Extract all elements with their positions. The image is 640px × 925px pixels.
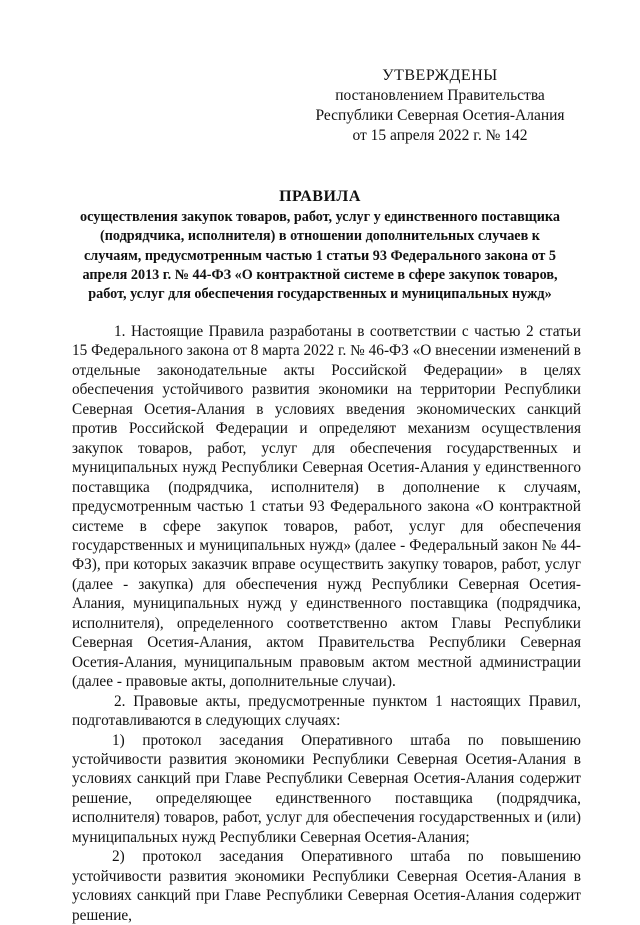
approval-line-3: от 15 апреля 2022 г. № 142 <box>352 127 528 144</box>
document-subtitle: осуществления закупок товаров, работ, услуг у единственного поставщика (подрядчика, исполнителя) в отношении дополнительных случаев к случаям, предусмотренным частью 1 статьи 93 Федерального закона от 5 апреля 2013 г. № 44-ФЗ «О контрактной системе в сфере закупок товаров, работ, услуг для обеспечения государственных и муниципальных нужд» <box>80 209 560 303</box>
document-title-block <box>70 186 570 304</box>
paragraph-2-item-1: 1) протокол заседания Оперативного штаба по повышению устойчивости развития экономики Республики Северная Осетия-Алания в условиях санкций при Главе Республики Северная Осетия-Алания содержит решение, определяющее единственного поставщика (подрядчика, исполнителя) товаров, работ, услуг для обеспечения государственных и (или) муниципальных нужд Республики Северная Осетия-Алания; <box>72 731 581 846</box>
paragraph-2-item-2: 2) протокол заседания Оперативного штаба по повышению устойчивости развития экономики Республики Северная Осетия-Алания в условиях санкций при Главе Республики Северная Осетия-Алания содержит решение, <box>72 848 581 924</box>
approval-line-2: Республики Северная Осетия-Алания <box>315 107 565 124</box>
approval-line-1: постановлением Правительства <box>335 87 545 104</box>
approval-heading: УТВЕРЖДЕНЫ <box>382 67 498 84</box>
document-title: ПРАВИЛА <box>279 188 361 205</box>
paragraph-2: 2. Правовые акты, предусмотренные пунктом 1 настоящих Правил, подготавливаются в следующих случаях: <box>72 692 581 730</box>
approval-stamp <box>300 66 580 146</box>
document-body <box>72 322 581 925</box>
paragraph-1: 1. Настоящие Правила разработаны в соответствии с частью 2 статьи 15 Федерального закона от 8 марта 2022 г. № 46-ФЗ «О внесении изменений в отдельные законодательные акты Российской Федерации» в целях обеспечения устойчивого развития экономики на территории Республики Северная Осетия-Алания в условиях введения экономических санкций против Российской Федерации и определяют механизм осуществления закупок товаров, работ, услуг для обеспечения государственных и муниципальных нужд Республики Северная Осетия-Алания у единственного поставщика (подрядчика, исполнителя) в дополнение к случаям, предусмотренным частью 1 статьи 93 Федерального закона «О контрактной системе в сфере закупок товаров, работ, услуг для обеспечения государственных и муниципальных нужд» (далее - Федеральный закон № 44-ФЗ), при которых заказчик вправе осуществить закупку товаров, работ, услуг (далее - закупка) для обеспечения нужд Республики Северная Осетия-Алания, муниципальных нужд у единственного поставщика (подрядчика, исполнителя), определенного соответственно актом Главы Республики Северная Осетия-Алания, актом Правительства Республики Северная Осетия-Алания, муниципальным правовым актом местной администрации (далее - правовые акты, дополнительные случаи). <box>72 323 581 691</box>
